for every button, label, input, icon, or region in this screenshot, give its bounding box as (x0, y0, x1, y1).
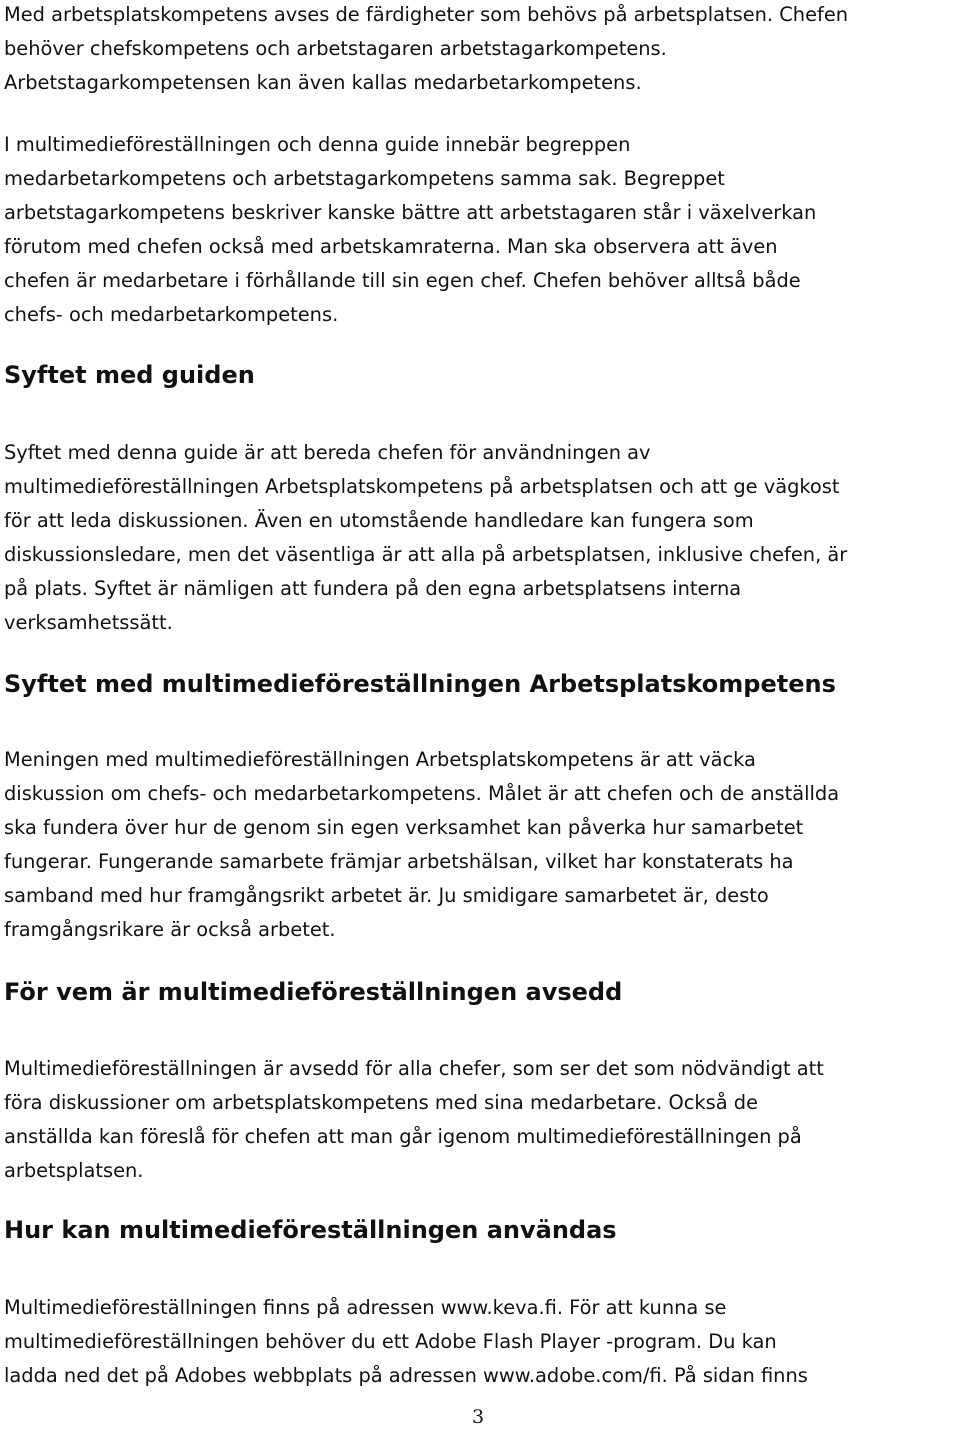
section-heading-guide-purpose: Syftet med guiden (4, 361, 255, 389)
text-line: samband med hur framgångsrikt arbetet är. Ju smidigare samarbetet är, desto (4, 884, 769, 907)
text-line: ska fundera över hur de genom sin egen verksamhet kan påverka hur samarbetet (4, 816, 804, 839)
text-line: diskussionsledare, men det väsentliga är att alla på arbetsplatsen, inklusive chefen, är (4, 543, 848, 566)
text-line: behöver chefskompetens och arbetstagaren arbetstagarkompetens. (4, 37, 667, 60)
text-line: fungerar. Fungerande samarbete främjar arbetshälsan, vilket har konstaterats ha (4, 850, 794, 873)
text-line: anställda kan föreslå för chefen att man går igenom multimedieföreställningen på (4, 1125, 802, 1148)
text-line: multimedieföreställningen behöver du ett Adobe Flash Player -program. Du kan (4, 1330, 777, 1353)
section-heading-audience: För vem är multimedieföreställningen avsedd (4, 978, 623, 1006)
page-number: 3 (472, 1406, 485, 1428)
text-line: på plats. Syftet är nämligen att fundera på den egna arbetsplatsens interna (4, 577, 742, 600)
text-line: medarbetarkompetens och arbetstagarkompetens samma sak. Begreppet (4, 167, 725, 190)
text-line: Arbetstagarkompetensen kan även kallas medarbetarkompetens. (4, 71, 642, 94)
text-line: arbetstagarkompetens beskriver kanske bättre att arbetstagaren står i växelverkan (4, 201, 817, 224)
text-line: föra diskussioner om arbetsplatskompetens med sina medarbetare. Också de (4, 1091, 759, 1114)
text-line: chefs- och medarbetarkompetens. (4, 303, 339, 326)
text-line: för att leda diskussionen. Även en utomstående handledare kan fungera som (4, 509, 754, 532)
text-line: Multimedieföreställningen är avsedd för alla chefer, som ser det som nödvändigt att (4, 1057, 824, 1080)
text-line: verksamhetssätt. (4, 611, 173, 634)
text-line: diskussion om chefs- och medarbetarkompetens. Målet är att chefen och de anställda (4, 782, 840, 805)
text-line: Multimedieföreställningen finns på adressen www.keva.fi. För att kunna se (4, 1296, 727, 1319)
text-line: framgångsrikare är också arbetet. (4, 918, 336, 941)
text-line: ladda ned det på Adobes webbplats på adressen www.adobe.com/fi. På sidan finns (4, 1364, 808, 1387)
section-heading-usage: Hur kan multimedieföreställningen användas (4, 1216, 617, 1244)
text-line: Meningen med multimedieföreställningen Arbetsplatskompetens är att väcka (4, 748, 756, 771)
text-line: Med arbetsplatskompetens avses de färdigheter som behövs på arbetsplatsen. Chefen (4, 3, 849, 26)
text-line: multimedieföreställningen Arbetsplatskompetens på arbetsplatsen och att ge vägkost (4, 475, 840, 498)
section-heading-presentation-purpose: Syftet med multimedieföreställningen Arbetsplatskompetens (4, 670, 836, 698)
text-line: chefen är medarbetare i förhållande till sin egen chef. Chefen behöver alltså både (4, 269, 801, 292)
text-line: I multimedieföreställningen och denna guide innebär begreppen (4, 133, 631, 156)
text-line: arbetsplatsen. (4, 1159, 144, 1182)
text-line: Syftet med denna guide är att bereda chefen för användningen av (4, 441, 651, 464)
text-line: förutom med chefen också med arbetskamraterna. Man ska observera att även (4, 235, 778, 258)
